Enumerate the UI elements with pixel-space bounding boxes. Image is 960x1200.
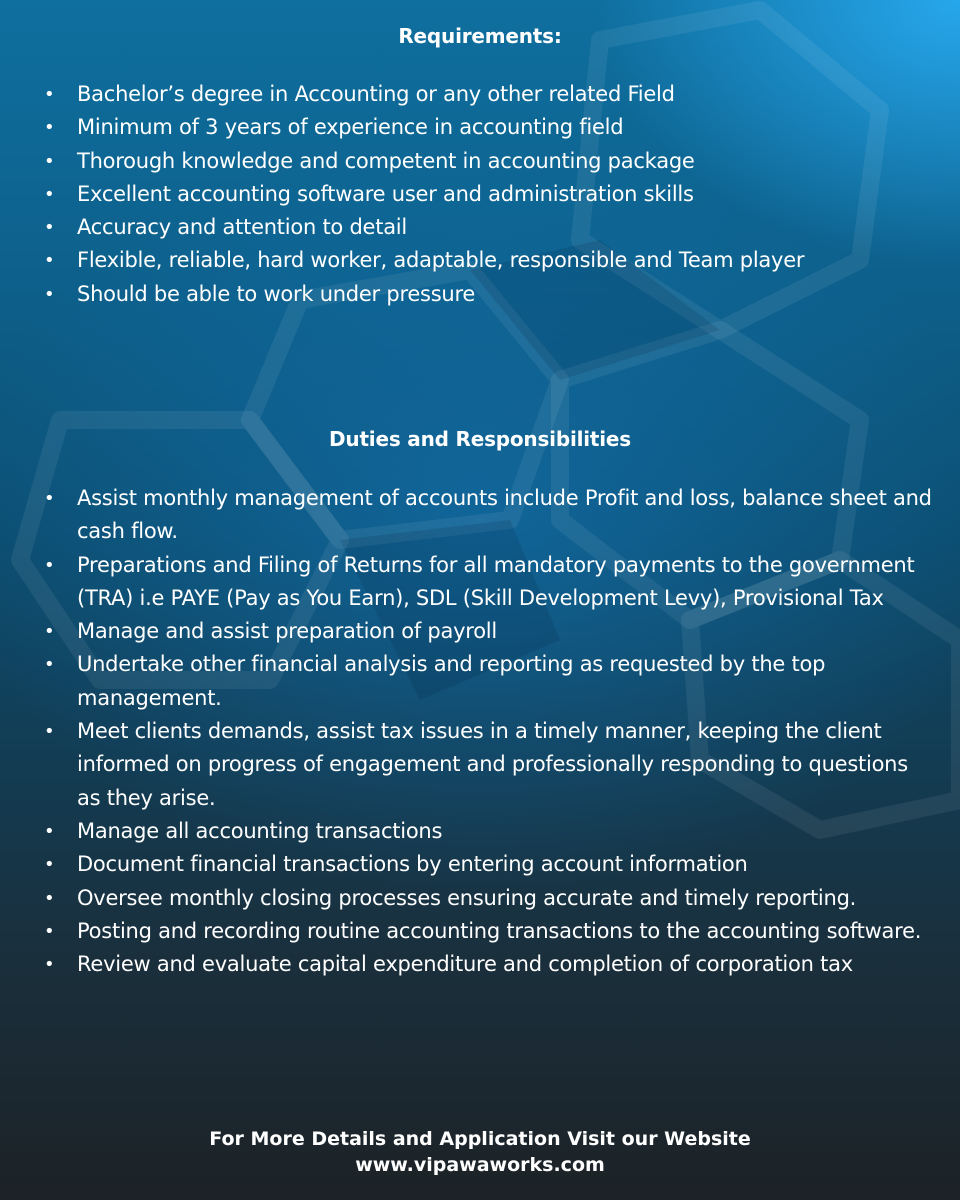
list-item: • Bachelor’s degree in Accounting or any other related Field (0, 78, 960, 111)
requirements-heading: Requirements: (398, 24, 562, 48)
list-item: • Minimum of 3 years of experience in accounting field (0, 111, 960, 144)
list-item: • Manage and assist preparation of payroll (0, 615, 960, 648)
footer-cta-text: For More Details and Application Visit our Website (209, 1128, 751, 1150)
list-item: • Oversee monthly closing processes ensuring accurate and timely reporting. (0, 882, 960, 915)
list-item: • Manage all accounting transactions (0, 815, 960, 848)
list-item: • Thorough knowledge and competent in accounting package (0, 145, 960, 178)
list-item: • Accuracy and attention to detail (0, 211, 960, 244)
list-item: • Review and evaluate capital expenditure and completion of corporation tax (0, 948, 960, 981)
list-item: • Assist monthly management of accounts include Profit and loss, balance sheet and cash flow. (0, 482, 960, 549)
list-item: • Undertake other financial analysis and reporting as requested by the top management. (0, 648, 960, 715)
list-item: • Preparations and Filing of Returns for all mandatory payments to the government (TRA) i.e PAYE (Pay as You Earn), SDL (Skill Development Levy), Provisional Tax (0, 549, 960, 616)
duties-list (0, 482, 960, 981)
list-item: • Meet clients demands, assist tax issues in a timely manner, keeping the client informed on progress of engagement and professionally responding to questions as they arise. (0, 715, 960, 815)
list-item: • Document financial transactions by entering account information (0, 848, 960, 881)
website-url-text: www.vipawaworks.com (355, 1154, 605, 1176)
list-item: • Posting and recording routine accounting transactions to the accounting software. (0, 915, 960, 948)
list-item: • Flexible, reliable, hard worker, adaptable, responsible and Team player (0, 244, 960, 277)
list-item: • Excellent accounting software user and administration skills (0, 178, 960, 211)
requirements-list (0, 78, 960, 311)
duties-heading: Duties and Responsibilities (329, 427, 631, 451)
list-item: • Should be able to work under pressure (0, 278, 960, 311)
